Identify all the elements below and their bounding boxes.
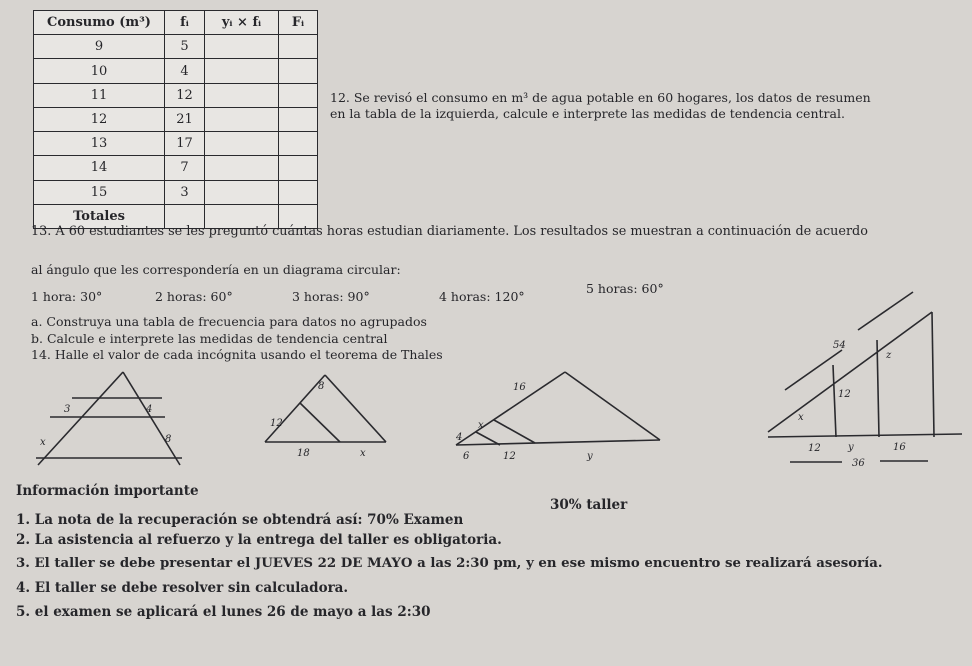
table-row (34, 35, 318, 59)
cell-f: 5 (165, 35, 205, 59)
fig3-b2: 12 (503, 451, 516, 462)
figure-2 (265, 375, 386, 442)
header-fi: fᵢ (165, 11, 205, 35)
q13-line2: al ángulo que les correspondería en un diagrama circular: (31, 262, 401, 277)
q13-line1: 13. A 60 estudiantes se les preguntó cuántas horas estudian diariamente. Los resultados se muestran a continuación de acuerdo (31, 224, 868, 239)
fig4-f: y (848, 442, 854, 453)
hour-2: 2 horas: 60° (155, 289, 233, 304)
cell-consumo: 12 (34, 107, 165, 131)
header-consumo: Consumo (m³) (34, 11, 165, 35)
q12-line2: en la tabla de la izquierda, calcule e interprete las medidas de tendencia central. (330, 106, 845, 121)
fig2-bottom-right: x (360, 448, 366, 459)
info-item-5: 5. el examen se aplicará el lunes 26 de mayo a las 2:30 (16, 604, 431, 620)
info-item-2: 2. La asistencia al refuerzo y la entrega del taller es obligatoria. (16, 532, 502, 548)
fig1-top-right: 4 (146, 404, 153, 415)
info-item-4: 4. El taller se debe resolver sin calculadora. (16, 580, 349, 596)
fig1-bottom-right: 8 (165, 434, 172, 445)
q13-a: a. Construya una tabla de frecuencia para datos no agrupados (31, 314, 427, 329)
hour-5: 5 horas: 60° (586, 281, 664, 296)
cell-f: 4 (165, 59, 205, 83)
fig4-d: x (798, 412, 804, 423)
table-row (34, 83, 318, 107)
fig4-g: 16 (893, 442, 906, 453)
cell-consumo: 13 (34, 132, 165, 156)
info-title: Información importante (16, 483, 199, 499)
cell-f: 21 (165, 107, 205, 131)
fig3-top: 16 (513, 382, 526, 393)
cell-f: 3 (165, 180, 205, 204)
cell-f: 17 (165, 132, 205, 156)
table-header-row (34, 11, 318, 35)
fig4-a: 54 (833, 340, 846, 351)
info-taller-pct: 30% taller (550, 497, 628, 513)
totals-label: Totales (34, 204, 165, 228)
figure-1 (36, 372, 182, 465)
fig2-left: 12 (270, 418, 283, 429)
fig3-b3: y (587, 451, 593, 462)
fig4-h: 36 (852, 458, 865, 469)
figure-3 (456, 372, 660, 445)
figure-4 (768, 292, 962, 462)
q13-b: b. Calcule e interprete las medidas de tendencia central (31, 331, 388, 346)
cell-consumo: 15 (34, 180, 165, 204)
header-Fi: Fᵢ (279, 11, 318, 35)
table-row (34, 180, 318, 204)
cell-f: 7 (165, 156, 205, 180)
fig1-bottom-left: x (40, 437, 46, 448)
frequency-table (33, 10, 318, 229)
table-row (34, 132, 318, 156)
fig3-left: 4 (456, 432, 463, 443)
fig2-top: 8 (318, 381, 325, 392)
header-yifi: yᵢ × fᵢ (205, 11, 279, 35)
cell-consumo: 10 (34, 59, 165, 83)
cell-consumo: 14 (34, 156, 165, 180)
hour-1: 1 hora: 30° (31, 289, 103, 304)
fig1-top-left: 3 (64, 404, 71, 415)
table-row (34, 107, 318, 131)
fig4-c: 12 (838, 389, 851, 400)
fig3-b1: 6 (463, 451, 470, 462)
info-item-3: 3. El taller se debe presentar el JUEVES 22 DE MAYO a las 2:30 pm, y en ese mismo encuentro se realizará asesoría. (16, 556, 883, 571)
cell-consumo: 11 (34, 83, 165, 107)
hour-3: 3 horas: 90° (292, 289, 370, 304)
hour-4: 4 horas: 120° (439, 289, 525, 304)
fig3-mid: x (478, 420, 484, 431)
fig4-e: 12 (808, 443, 821, 454)
info-item-1: 1. La nota de la recuperación se obtendrá así: 70% Examen (16, 512, 464, 528)
fig2-bottom-left: 18 (297, 448, 310, 459)
cell-consumo: 9 (34, 35, 165, 59)
q12-line1: 12. Se revisó el consumo en m³ de agua potable en 60 hogares, los datos de resumen (330, 90, 871, 105)
table-row (34, 59, 318, 83)
cell-f: 12 (165, 83, 205, 107)
q14-text: 14. Halle el valor de cada incógnita usando el teorema de Thales (31, 347, 443, 362)
fig4-b: z (886, 350, 892, 361)
table-row (34, 156, 318, 180)
